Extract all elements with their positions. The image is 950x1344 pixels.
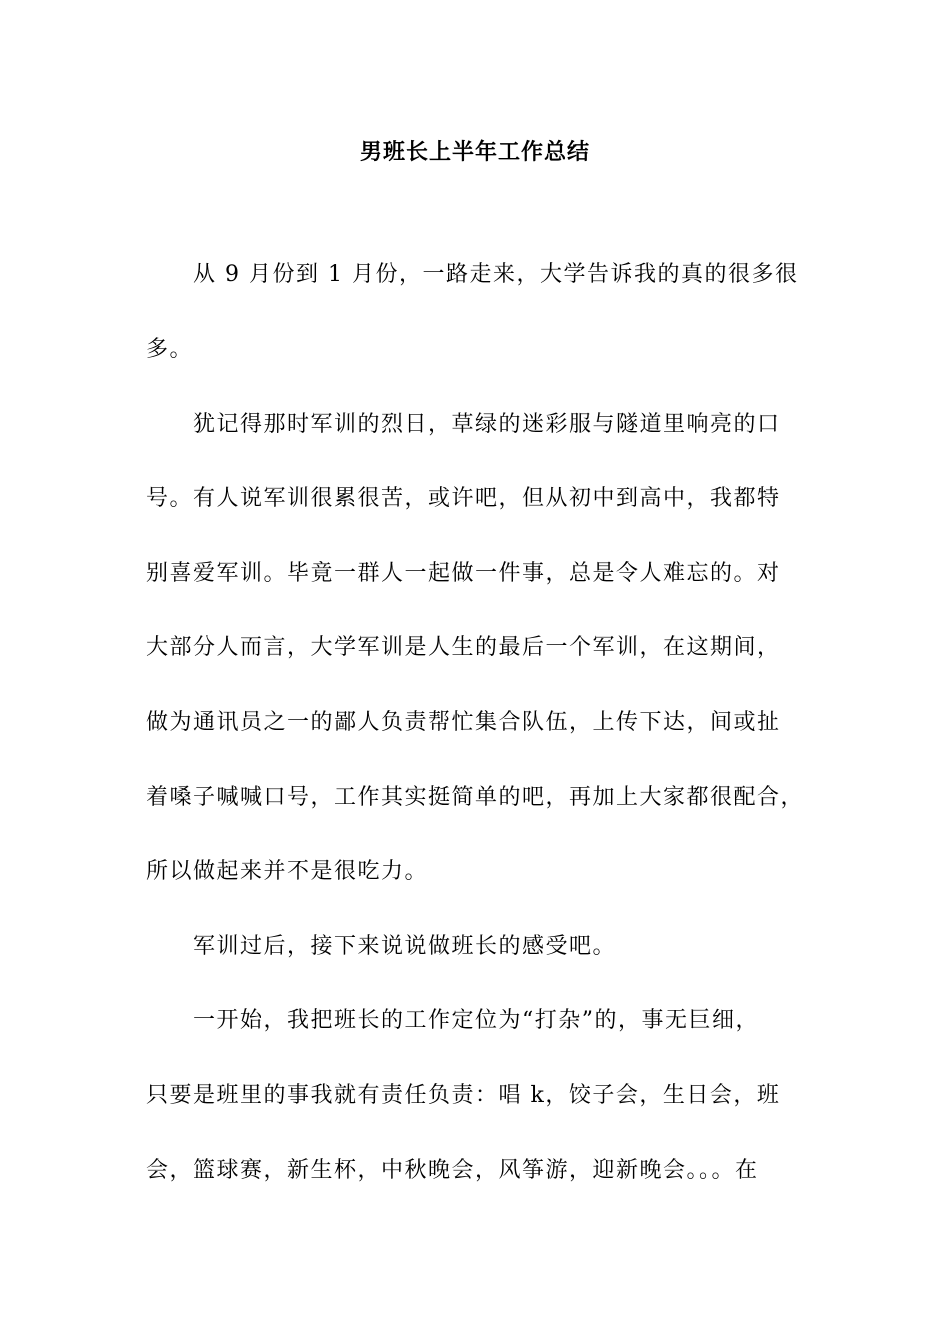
paragraph-line: 多。 (146, 337, 194, 362)
paragraph-line: 只要是班里的事我就有责任负责：唱 k，饺子会，生日会，班 (146, 1083, 781, 1108)
paragraph-line: 大部分人而言，大学军训是人生的最后一个军训，在这期间， (146, 635, 781, 660)
paragraph-line: 号。有人说军训很累很苦，或许吧，但从初中到高中，我都特 (146, 486, 781, 511)
paragraph-line: 所以做起来并不是很吃力。 (146, 859, 429, 884)
paragraph-line: 犹记得那时军训的烈日，草绿的迷彩服与隧道里响亮的口 (146, 412, 781, 437)
paragraph-line: 做为通讯员之一的鄙人负责帮忙集合队伍，上传下达，间或扯 (146, 710, 781, 735)
paragraph-line: 着嗓子喊喊口号，工作其实挺简单的吧，再加上大家都很配合， (146, 785, 805, 810)
paragraph-line: 一开始，我把班长的工作定位为“打杂”的，事无巨细， (146, 1008, 759, 1033)
document-title: 男班长上半年工作总结 (359, 139, 590, 165)
paragraph-line: 别喜爱军训。毕竟一群人一起做一件事，总是令人难忘的。对 (146, 561, 781, 586)
paragraph-line: 军训过后，接下来说说做班长的感受吧。 (146, 934, 617, 959)
paragraph-line: 从 9 月份到 1 月份，一路走来，大学告诉我的真的很多很 (146, 262, 799, 287)
paragraph-line: 会，篮球赛，新生杯，中秋晚会，风筝游，迎新晚会。。。在 (146, 1158, 759, 1183)
